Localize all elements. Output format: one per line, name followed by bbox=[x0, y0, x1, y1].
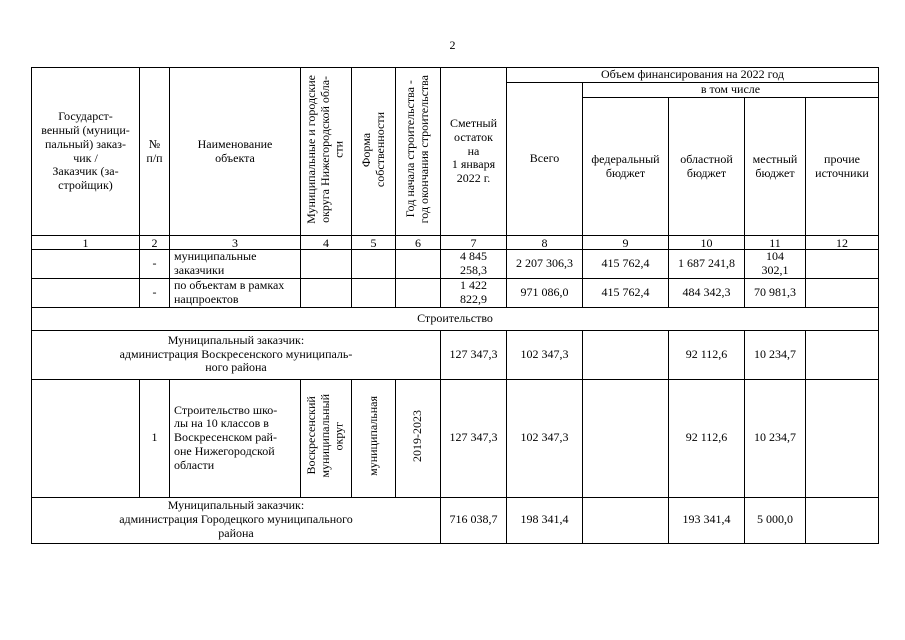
col-num: 3 bbox=[170, 236, 301, 250]
header-total: Всего bbox=[507, 83, 583, 236]
cell-empty bbox=[301, 279, 352, 308]
col-num: 8 bbox=[507, 236, 583, 250]
header-years: Год начала строительства - год окончания строительства bbox=[396, 68, 441, 236]
cell-total: 2 207 306,3 bbox=[507, 250, 583, 279]
cell-no: 1 bbox=[140, 379, 170, 497]
cell-years: 2019-2023 bbox=[396, 379, 441, 497]
cell-federal bbox=[583, 379, 669, 497]
header-local: местный бюджет bbox=[745, 98, 806, 236]
cell-local: 10 234,7 bbox=[745, 330, 806, 379]
cell-municipality: Воскресенский муниципальный округ bbox=[301, 379, 352, 497]
cell-local: 70 981,3 bbox=[745, 279, 806, 308]
cell-empty bbox=[396, 250, 441, 279]
header-funding-title: Объем финансирования на 2022 год bbox=[507, 68, 879, 83]
header-ownership: Форма собственности bbox=[352, 68, 396, 236]
cell-balance: 1 422 822,9 bbox=[441, 279, 507, 308]
header-federal: федеральный бюджет bbox=[583, 98, 669, 236]
header-balance: Сметный остаток на 1 января 2022 г. bbox=[441, 68, 507, 236]
cell-total: 971 086,0 bbox=[507, 279, 583, 308]
cell-balance: 716 038,7 bbox=[441, 497, 507, 543]
col-num: 2 bbox=[140, 236, 170, 250]
header-regional: областной бюджет bbox=[669, 98, 745, 236]
cell-federal: 415 762,4 bbox=[583, 279, 669, 308]
cell-ownership: муниципальная bbox=[352, 379, 396, 497]
cell-dash: - bbox=[140, 279, 170, 308]
cell-local: 104 302,1 bbox=[745, 250, 806, 279]
table-row-gorodets-customer bbox=[32, 497, 879, 543]
cell-total: 198 341,4 bbox=[507, 497, 583, 543]
cell-balance: 127 347,3 bbox=[441, 330, 507, 379]
col-num: 12 bbox=[806, 236, 879, 250]
table-row-voskresensk-object bbox=[32, 379, 879, 497]
cell-empty bbox=[301, 250, 352, 279]
section-row bbox=[32, 307, 879, 330]
cell-other bbox=[806, 250, 879, 279]
cell-regional: 484 342,3 bbox=[669, 279, 745, 308]
header-other: прочие источники bbox=[806, 98, 879, 236]
cell-empty bbox=[352, 250, 396, 279]
header-name: Наименование объекта bbox=[170, 68, 301, 236]
header-including: в том числе bbox=[583, 83, 879, 98]
cell-regional: 193 341,4 bbox=[669, 497, 745, 543]
section-title: Строительство bbox=[32, 307, 879, 330]
cell-empty bbox=[396, 279, 441, 308]
cell-federal bbox=[583, 330, 669, 379]
table-row-municipal bbox=[32, 250, 879, 279]
header-customer: Государст- венный (муници- пальный) заказ- чик / Заказчик (за- стройщик) bbox=[32, 68, 140, 236]
col-num: 7 bbox=[441, 236, 507, 250]
cell-name: муниципальные заказчики bbox=[170, 250, 301, 279]
cell-other bbox=[806, 330, 879, 379]
col-num: 10 bbox=[669, 236, 745, 250]
cell-regional: 92 112,6 bbox=[669, 379, 745, 497]
cell-customer: Муниципальный заказчик: администрация Воскресенского муниципаль- ного района bbox=[32, 330, 441, 379]
col-num: 11 bbox=[745, 236, 806, 250]
col-num: 6 bbox=[396, 236, 441, 250]
cell-other bbox=[806, 497, 879, 543]
cell-name: Строительство шко- лы на 10 классов в Воскресенском рай- оне Нижегородской области bbox=[170, 379, 301, 497]
cell-federal: 415 762,4 bbox=[583, 250, 669, 279]
header-municipality: Муниципальные и городские округа Нижегородской обла- сти bbox=[301, 68, 352, 236]
col-num: 1 bbox=[32, 236, 140, 250]
col-num: 4 bbox=[301, 236, 352, 250]
cell-dash: - bbox=[140, 250, 170, 279]
cell-empty bbox=[352, 279, 396, 308]
cell-local: 10 234,7 bbox=[745, 379, 806, 497]
table-row-voskresensk-customer bbox=[32, 330, 879, 379]
cell-empty bbox=[32, 250, 140, 279]
cell-empty bbox=[32, 279, 140, 308]
cell-customer: Муниципальный заказчик: администрация Городецкого муниципального района bbox=[32, 497, 441, 543]
cell-local: 5 000,0 bbox=[745, 497, 806, 543]
page-number: 2 bbox=[449, 38, 456, 52]
cell-total: 102 347,3 bbox=[507, 330, 583, 379]
cell-empty bbox=[32, 379, 140, 497]
column-number-row bbox=[32, 236, 879, 250]
cell-balance: 4 845 258,3 bbox=[441, 250, 507, 279]
cell-name: по объектам в рамках нацпроектов bbox=[170, 279, 301, 308]
cell-regional: 1 687 241,8 bbox=[669, 250, 745, 279]
cell-total: 102 347,3 bbox=[507, 379, 583, 497]
table-row-national-projects bbox=[32, 279, 879, 308]
financing-table bbox=[31, 67, 879, 544]
cell-balance: 127 347,3 bbox=[441, 379, 507, 497]
col-num: 9 bbox=[583, 236, 669, 250]
cell-regional: 92 112,6 bbox=[669, 330, 745, 379]
header-no: № п/п bbox=[140, 68, 170, 236]
col-num: 5 bbox=[352, 236, 396, 250]
cell-federal bbox=[583, 497, 669, 543]
cell-other bbox=[806, 379, 879, 497]
cell-other bbox=[806, 279, 879, 308]
